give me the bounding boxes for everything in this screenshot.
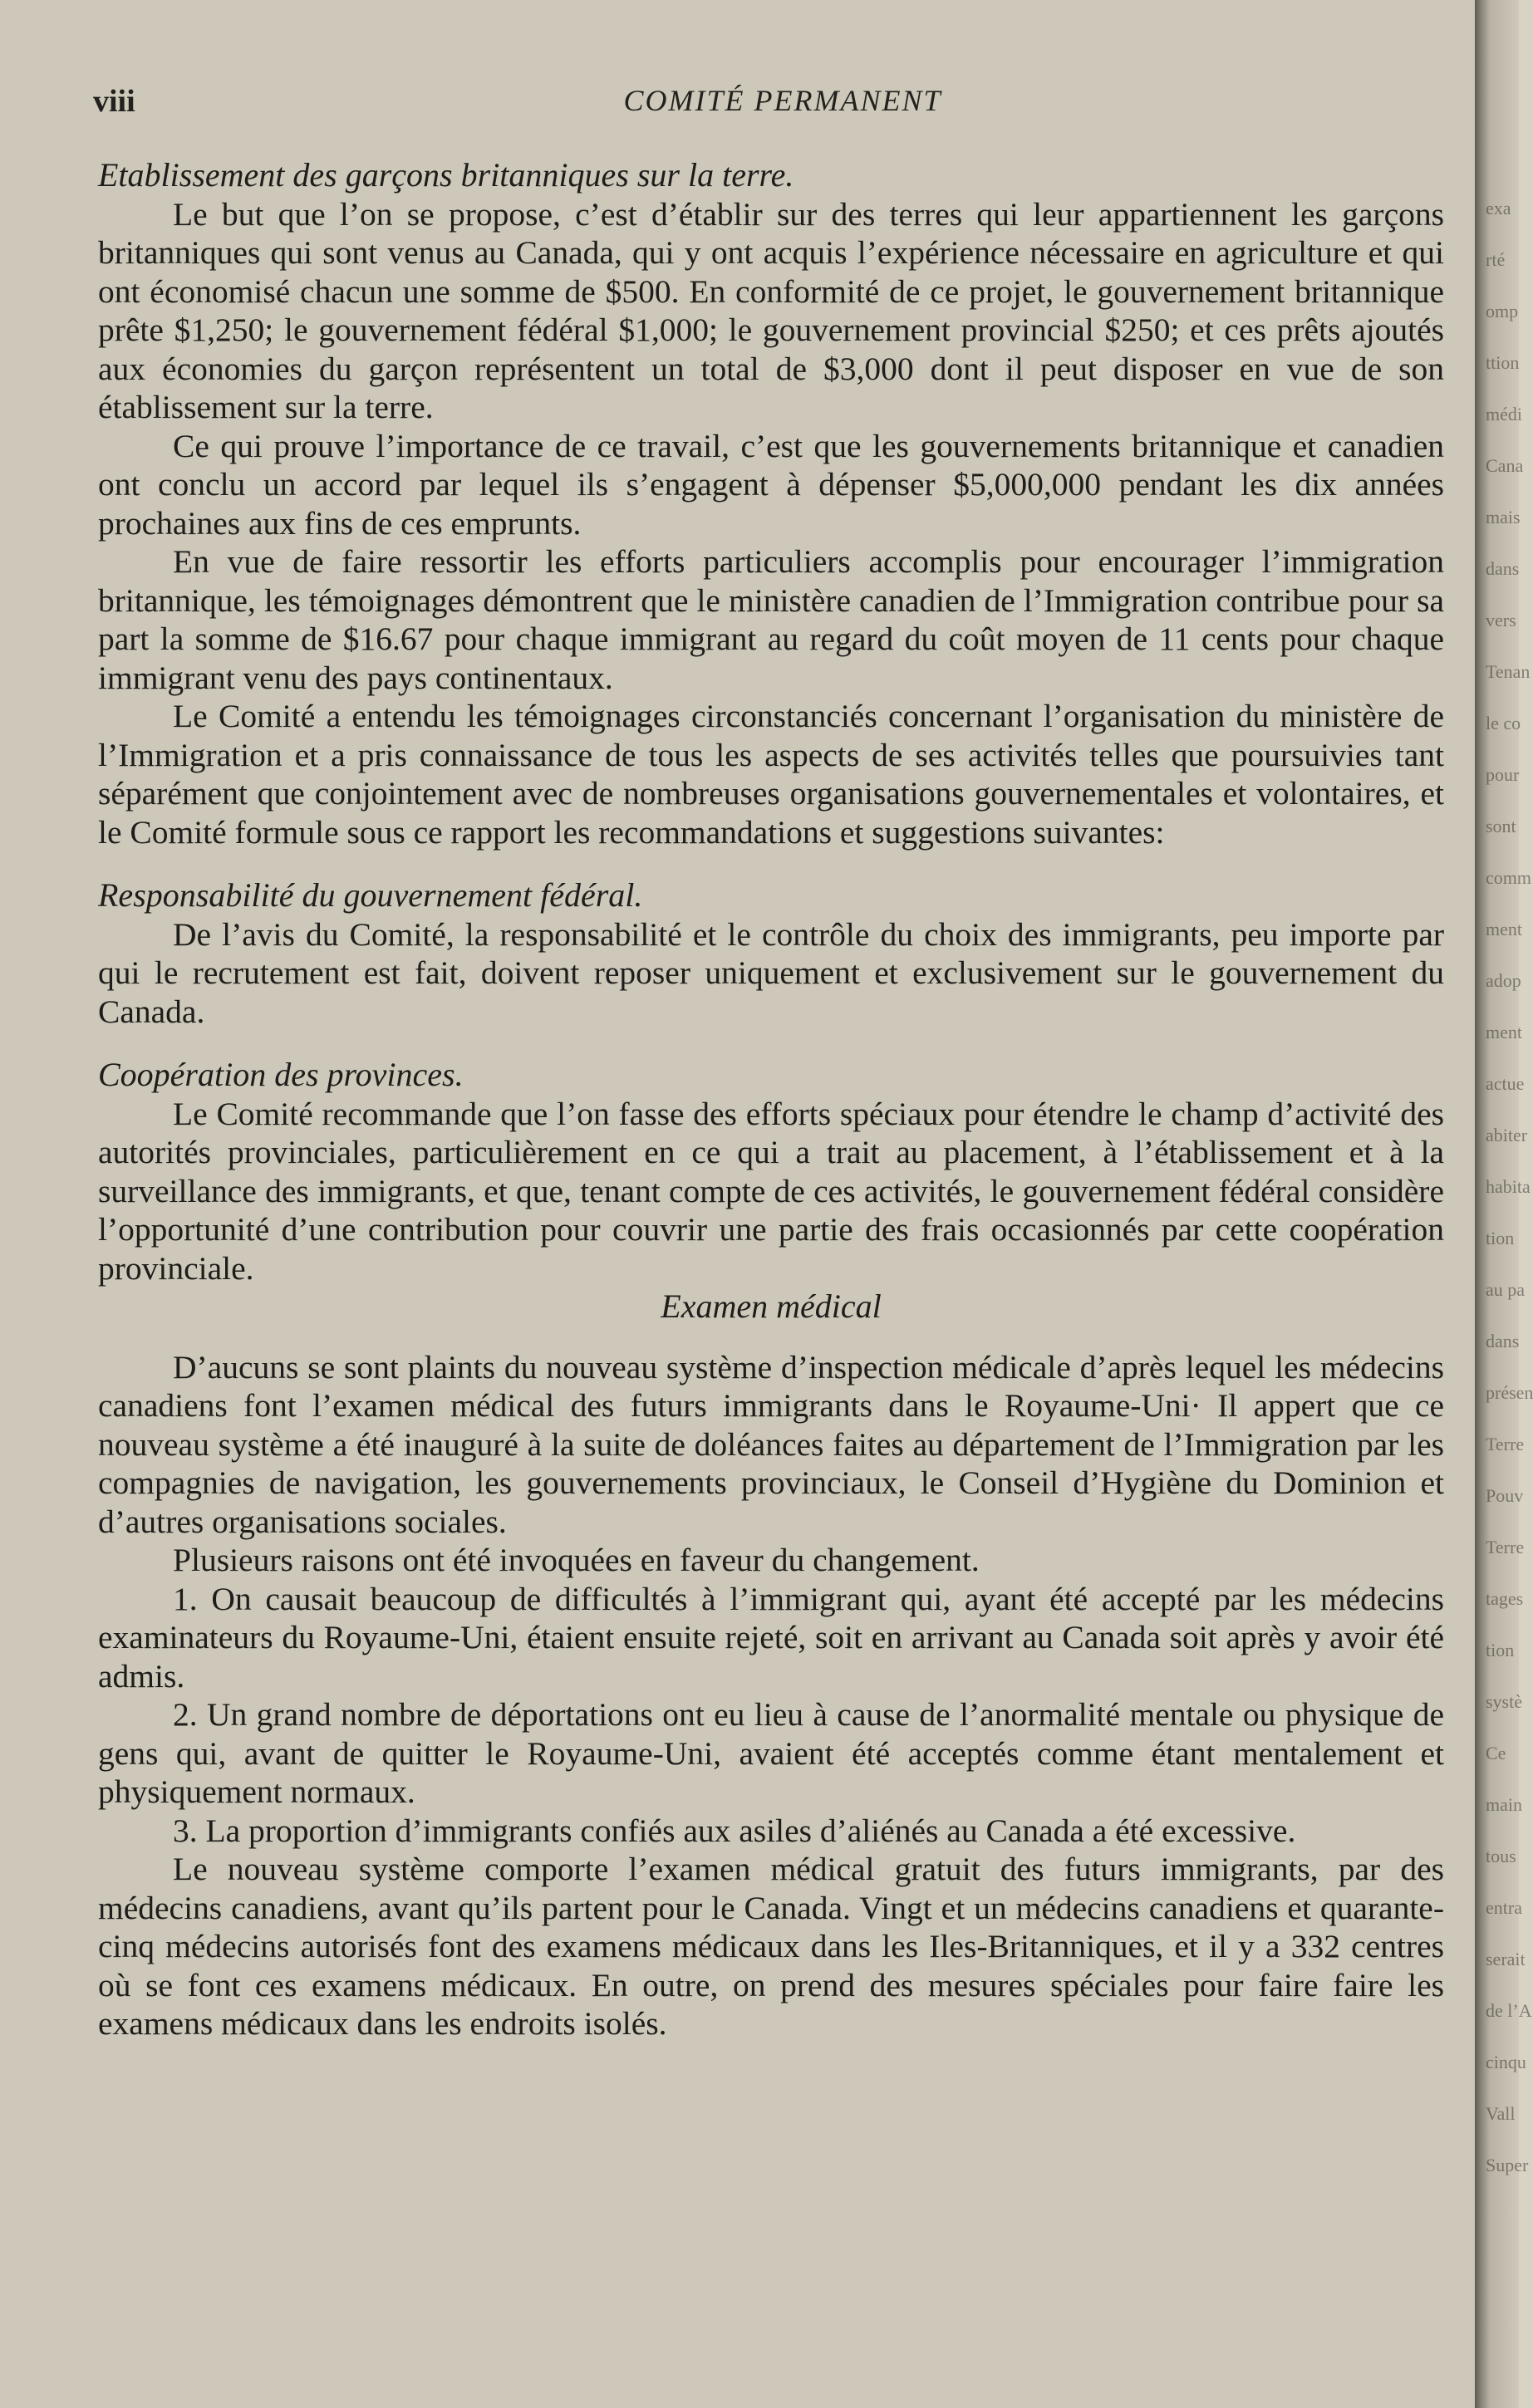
edge-fragment: sont: [1486, 816, 1516, 836]
edge-fragment: Terre: [1486, 1434, 1525, 1454]
facing-page-text-fragments: [1486, 183, 1533, 2342]
edge-fragment: Ce: [1486, 1743, 1506, 1763]
edge-fragment: Vall: [1486, 2103, 1516, 2124]
running-title: COMITÉ PERMANENT: [623, 84, 942, 117]
edge-fragment: Super: [1486, 2155, 1529, 2175]
edge-fragment: entra: [1486, 1897, 1522, 1918]
edge-fragment: ment: [1486, 919, 1522, 939]
list-item: 1. On causait beaucoup de difficultés à l’immigrant qui, ayant été accepté par les médecins examinateurs du Royaume-Uni, étaient ensuite rejeté, soit en arrivant au Canada soit après y avoir été admis.: [98, 1580, 1444, 1694]
edge-fragment: exa: [1486, 198, 1511, 218]
edge-fragment: tion: [1486, 1228, 1515, 1248]
paragraph: Le but que l’on se propose, c’est d’établir sur des terres qui leur appartiennent les garçons britanniques qui sont venus au Canada, qui y ont acquis l’expérience nécessaire en agriculture et qui ont économisé chacun une somme de $500. En conformité de ce projet, le gouvernement britannique prête $1,250; le gouvernement fédéral $1,000; le gouvernement provincial $250; et ces prêts ajoutés aux économies du garçon représentent un total de $3,000 dont il peut disposer en vue de son établissement sur la terre.: [98, 195, 1444, 425]
edge-fragment: mais: [1486, 507, 1521, 527]
paragraph: De l’avis du Comité, la responsabilité et le contrôle du choix des immigrants, peu importe par qui le recrutement est fait, doivent reposer uniquement et exclusivement sur le gouvernement du Canada.: [98, 915, 1444, 1030]
edge-fragment: systè: [1486, 1691, 1522, 1712]
edge-fragment: présen: [1486, 1382, 1533, 1403]
paragraph: Le Comité recommande que l’on fasse des efforts spéciaux pour étendre le champ d’activité des autorités provinciales, particulièrement en ce qui a trait au placement, à l’établissement et à la surveillance des immigrants, et que, tenant compte de ces activités, le gouvernement fédéral considère l’opportunité d’une contribution pour couvrir une partie des frais occasionnés par cette coopération provinciale.: [98, 1095, 1444, 1287]
edge-fragment: Pouv: [1486, 1485, 1524, 1506]
paragraph: Le Comité a entendu les témoignages circonstanciés concernant l’organisation du ministère de l’Immigration et a pris connaissance de tous les aspects de ses activités telles que poursuivies tant séparément que conjointement avec de nombreuses organisations gouvernementales et volontaires, et le Comité formule sous ce rapport les recommandations et suggestions suivantes:: [98, 698, 1444, 851]
section-heading-responsabilite: Responsabilité du gouvernement fédéral.: [98, 876, 643, 914]
edge-fragment: tages: [1486, 1588, 1524, 1609]
edge-fragment: au pa: [1486, 1279, 1526, 1300]
paragraph: D’aucuns se sont plaints du nouveau système d’inspection médicale d’après lequel les médecins canadiens font l’examen médical des futurs immigrants dans le Royaume-Uni· Il appert que ce nouveau système a été inauguré à la suite de doléances faites au département de l’Immigration par les compagnies de navigation, les gouvernements provinciaux, le Conseil d’Hygiène du Dominion et d’autres organisations sociales.: [98, 1348, 1444, 1540]
edge-fragment: dans: [1486, 558, 1520, 579]
running-header: [93, 83, 1456, 125]
edge-fragment: comm: [1486, 867, 1531, 888]
edge-fragment: omp: [1486, 301, 1519, 321]
edge-fragment: ttion: [1486, 352, 1520, 373]
edge-fragment: Cana: [1486, 455, 1524, 476]
edge-fragment: serait: [1486, 1949, 1526, 1969]
edge-fragment: tion: [1486, 1640, 1515, 1660]
edge-fragment: pour: [1486, 764, 1520, 785]
edge-fragment: adop: [1486, 970, 1521, 991]
edge-fragment: vers: [1486, 610, 1516, 630]
page-number: viii: [93, 84, 135, 119]
edge-fragment: médi: [1486, 404, 1522, 424]
paragraph: En vue de faire ressortir les efforts particuliers accomplis pour encourager l’immigration britannique, les témoignages démontrent que le ministère canadien de l’Immigration contribue pour sa part la somme de $16.67 pour chaque immigrant au regard du coût moyen de 11 cents pour chaque immigrant venu des pays continentaux.: [98, 543, 1444, 696]
section-heading-etablissement: Etablissement des garçons britanniques sur la terre.: [98, 156, 794, 194]
edge-fragment: dans: [1486, 1331, 1520, 1351]
body-text: [98, 156, 1444, 2043]
edge-fragment: le co: [1486, 713, 1521, 733]
edge-fragment: Tenan: [1486, 661, 1531, 682]
paragraph: Ce qui prouve l’importance de ce travail, c’est que les gouvernements britannique et canadien ont conclu un accord par lequel ils s’engagent à dépenser $5,000,000 pendant les dix années prochaines aux fins de ces emprunts.: [98, 427, 1444, 542]
edge-fragment: Terre: [1486, 1537, 1525, 1557]
list-item: 2. Un grand nombre de déportations ont eu lieu à cause de l’anormalité mentale ou physique de gens qui, avant de quitter le Royaume-Uni, avaient été acceptés comme étant mentalement et physiquement normaux.: [98, 1696, 1444, 1810]
edge-fragment: de l’A: [1486, 2000, 1532, 2021]
paragraph: Plusieurs raisons ont été invoquées en faveur du changement.: [173, 1542, 980, 1578]
edge-fragment: actue: [1486, 1073, 1525, 1094]
paragraph: Le nouveau système comporte l’examen médical gratuit des futurs immigrants, par des médecins canadiens, avant qu’ils partent pour le Canada. Vingt et un médecins canadiens et quarante-cinq médecins autorisés font des examens médicaux dans les Iles-Britanniques, et il y a 332 centres où se font ces examens médicaux. En outre, on prend des mesures spéciales pour faire faire les examens médicaux dans les endroits isolés.: [98, 1851, 1444, 2042]
section-heading-cooperation: Coopération des provinces.: [98, 1056, 464, 1093]
edge-fragment: main: [1486, 1794, 1522, 1815]
edge-fragment: abiter: [1486, 1125, 1528, 1145]
edge-fragment: rté: [1486, 249, 1506, 270]
list-item: 3. La proportion d’immigrants confiés aux asiles d’aliénés au Canada a été excessive.: [173, 1812, 1296, 1849]
edge-fragment: habita: [1486, 1176, 1531, 1197]
section-heading-examen-medical: Examen médical: [661, 1287, 882, 1325]
edge-fragment: tous: [1486, 1846, 1516, 1866]
edge-fragment: cinqu: [1486, 2052, 1526, 2072]
edge-fragment: ment: [1486, 1022, 1522, 1042]
